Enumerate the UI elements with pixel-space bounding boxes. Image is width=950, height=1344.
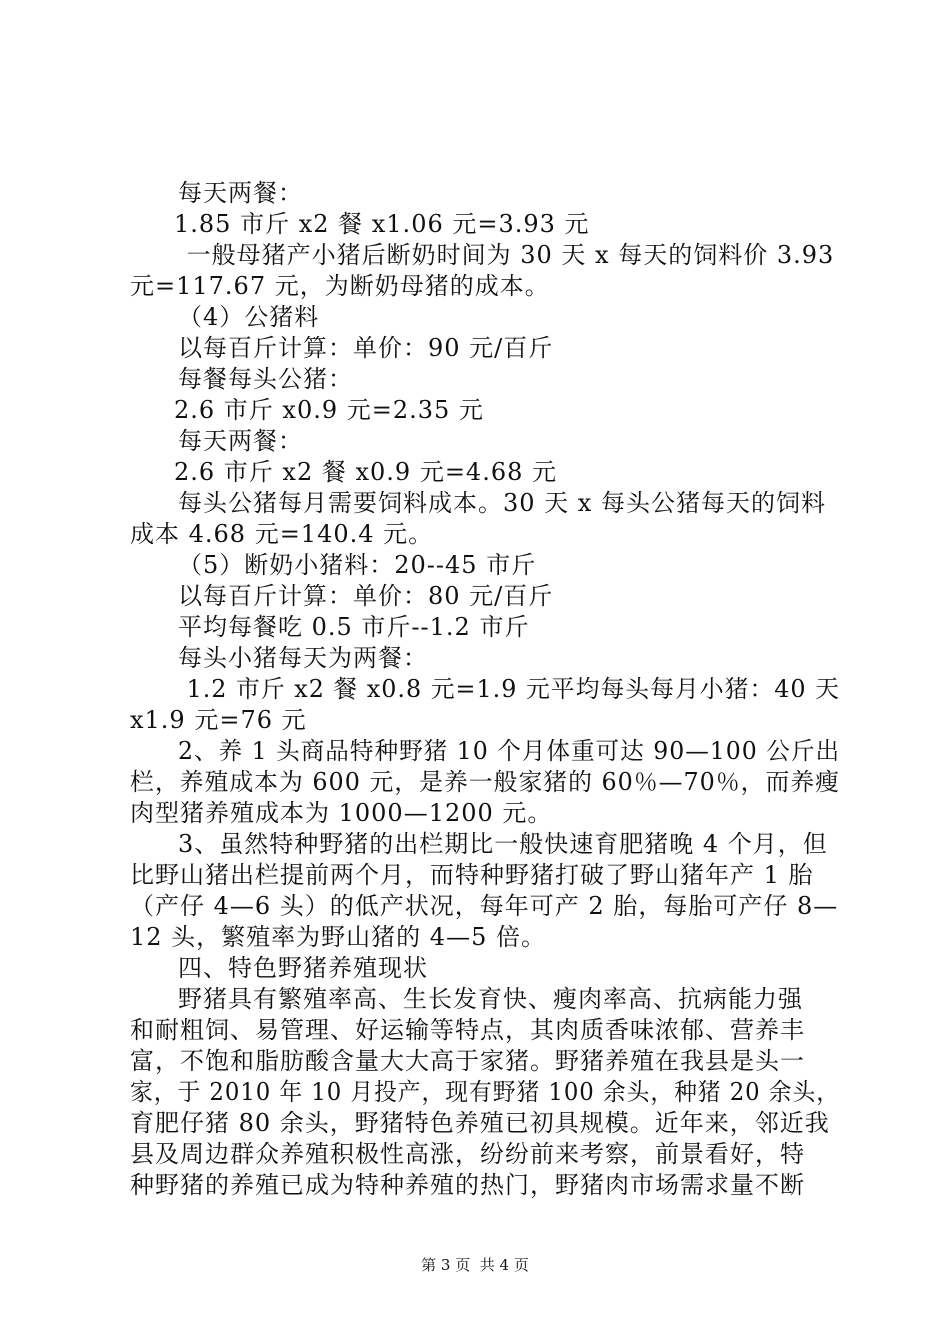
text-line: 每餐每头公猪： <box>178 365 353 393</box>
text-line: 一般母猪产小猪后断奶时间为 30 天 x 每天的饲料价 3.93 <box>178 241 835 269</box>
text-line: 12 头，繁殖率为野山猪的 4—5 倍。 <box>130 923 546 951</box>
text-line: 每天两餐： <box>178 427 303 455</box>
text-line: 每头小猪每天为两餐： <box>178 644 428 672</box>
text-line: 富，不饱和脂肪酸含量大大高于家猪。野猪养殖在我县是头一 <box>130 1047 805 1075</box>
text-line: 县及周边群众养殖积极性高涨，纷纷前来考察，前景看好，特 <box>130 1140 805 1168</box>
text-line: 1.2 市斤 x2 餐 x0.8 元=1.9 元平均每头每月小猪：40 天 <box>178 675 840 703</box>
text-line: 2.6 市斤 x2 餐 x0.9 元=4.68 元 <box>174 458 557 486</box>
page-footer: 第 3 页 共 4 页 <box>421 1256 529 1274</box>
text-line: 2、养 1 头商品特种野猪 10 个月体重可达 90—100 公斤出 <box>178 737 841 765</box>
text-line: 每头公猪每月需要饲料成本。30 天 x 每头公猪每天的饲料 <box>178 489 826 517</box>
text-line: 成本 4.68 元=140.4 元。 <box>130 520 434 548</box>
text-line: 2.6 市斤 x0.9 元=2.35 元 <box>174 396 484 424</box>
text-line: 和耐粗饲、易管理、好运输等特点，其肉质香味浓郁、营养丰 <box>130 1016 805 1044</box>
text-line: 野猪具有繁殖率高、生长发育快、瘦肉率高、抗病能力强 <box>178 985 803 1013</box>
text-line: （5）断奶小猪料：20--45 市斤 <box>178 551 537 579</box>
text-line: 以每百斤计算：单价：90 元/百斤 <box>178 334 554 362</box>
text-line: （产仔 4—6 头）的低产状况，每年可产 2 胎，每胎可产仔 8— <box>130 892 839 920</box>
text-line: 栏，养殖成本为 600 元，是养一般家猪的 60％—70％，而养瘦 <box>130 768 840 796</box>
text-line: 种野猪的养殖已成为特种养殖的热门，野猪肉市场需求量不断 <box>130 1171 805 1199</box>
text-line: （4）公猪料 <box>178 303 320 331</box>
text-line: x1.9 元=76 元 <box>130 706 307 734</box>
text-line: 1.85 市斤 x2 餐 x1.06 元=3.93 元 <box>174 210 590 238</box>
text-line: 家，于 2010 年 10 月投产，现有野猪 100 余头，种猪 20 余头， <box>130 1078 841 1106</box>
text-line: 四、特色野猪养殖现状 <box>178 954 428 982</box>
text-line: 每天两餐： <box>178 179 303 207</box>
text-line: 3、虽然特种野猪的出栏期比一般快速育肥猪晚 4 个月，但 <box>178 830 828 858</box>
text-line: 比野山猪出栏提前两个月，而特种野猪打破了野山猪年产 1 胎 <box>130 861 814 889</box>
text-line: 元=117.67 元，为断奶母猪的成本。 <box>130 272 550 300</box>
text-line: 平均每餐吃 0.5 市斤--1.2 市斤 <box>178 613 530 641</box>
text-line: 以每百斤计算：单价：80 元/百斤 <box>178 582 554 610</box>
text-line: 育肥仔猪 80 余头，野猪特色养殖已初具规模。近年来，邻近我 <box>130 1109 830 1137</box>
text-line: 肉型猪养殖成本为 1000—1200 元。 <box>130 799 553 827</box>
